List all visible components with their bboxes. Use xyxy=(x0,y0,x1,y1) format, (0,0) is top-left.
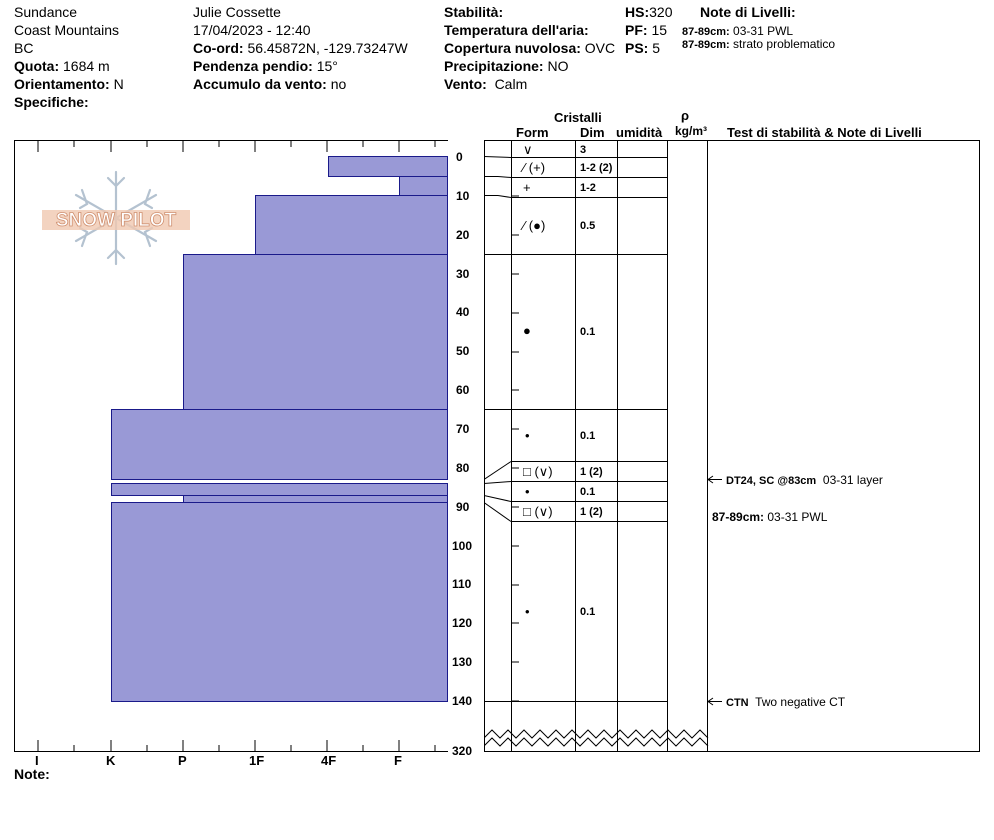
logo-text: SNOW PILOT xyxy=(55,210,177,231)
pf xyxy=(625,22,667,38)
stability-note-text: Two negative CT xyxy=(755,695,846,709)
stability-label: Stabilità: xyxy=(444,4,504,20)
crystal-dim: 1 (2) xyxy=(580,466,603,478)
slope-label: Pendenza pendio: xyxy=(193,58,313,74)
wind-load-label: Accumulo da vento: xyxy=(193,76,327,92)
crystal-form: ⁄ (+) xyxy=(523,160,546,175)
crystal-form: □ (∨) xyxy=(523,464,553,479)
aspect xyxy=(14,76,124,92)
datetime: 17/04/2023 - 12:40 xyxy=(193,22,311,38)
wind-value: Calm xyxy=(494,76,528,92)
crystal-dim: 1-2 xyxy=(580,182,596,194)
stability-note-code: DT24, SC @83cm xyxy=(726,475,817,487)
moisture-header: umidità xyxy=(616,125,663,140)
aspect-label: Orientamento: xyxy=(14,76,110,92)
layer-note-text: 03-31 PWL xyxy=(733,24,794,38)
crystal-form: □ (∨) xyxy=(523,504,553,519)
depth-label: 90 xyxy=(456,500,470,514)
coord-value: 56.45872N, -129.73247W xyxy=(247,40,408,56)
depth-label: 70 xyxy=(456,422,470,436)
depth-label: 0 xyxy=(456,150,463,164)
density-unit-header: kg/m³ xyxy=(675,124,708,138)
wind-loading xyxy=(193,76,346,92)
elevation xyxy=(14,58,110,74)
rho-header: ρ xyxy=(681,108,690,123)
hardness-label-4f: 4F xyxy=(321,753,337,768)
depth-label: 40 xyxy=(456,305,470,319)
wind xyxy=(444,76,527,92)
observer: Julie Cossette xyxy=(193,4,281,20)
depth-label: 30 xyxy=(456,267,470,281)
precipitation xyxy=(444,58,568,74)
depth-label: 110 xyxy=(452,577,472,591)
location: Sundance xyxy=(14,4,78,20)
layer-note-range: 87-89cm: xyxy=(682,26,730,38)
hardness-label-k: K xyxy=(106,753,116,768)
hardness-label-f: F xyxy=(394,753,402,768)
hardness-label-p: P xyxy=(178,753,187,768)
crystal-dim: 1-2 (2) xyxy=(580,162,613,174)
stability-note-text: 03-31 layer xyxy=(822,473,883,487)
crystal-form: + xyxy=(523,180,531,195)
slope-value: 15° xyxy=(316,58,338,74)
pf-value: 15 xyxy=(651,22,668,38)
crystals-header: Cristalli xyxy=(554,110,602,125)
crystal-form: • xyxy=(525,428,530,443)
hs-label: HS: xyxy=(625,4,650,20)
ps-value: 5 xyxy=(652,40,661,56)
crystal-dim: 0.1 xyxy=(580,326,596,338)
crystal-dim: 0.5 xyxy=(580,220,596,232)
hardness-label-i: I xyxy=(35,753,39,768)
crystal-dim: 3 xyxy=(580,144,587,156)
crystal-form: • xyxy=(525,484,530,499)
coordinates xyxy=(193,40,408,56)
stability-note-code: 87-89cm: xyxy=(712,510,765,524)
layer-notes-label: Note di Livelli: xyxy=(700,4,796,20)
stability-note xyxy=(726,695,845,710)
depth-label: 10 xyxy=(456,189,470,203)
hs xyxy=(625,4,672,20)
depth-label: 120 xyxy=(452,616,473,630)
depth-label: 60 xyxy=(456,383,470,397)
slope xyxy=(193,58,338,74)
crystal-form: ∨ xyxy=(523,142,533,157)
layer-note xyxy=(682,37,835,52)
depth-label: 140 xyxy=(452,694,473,708)
stability-note-code: CTN xyxy=(726,697,749,709)
cloud-cover xyxy=(444,40,615,56)
crystal-form: ⁄ (●) xyxy=(523,218,546,233)
crystal-dim: 0.1 xyxy=(580,486,596,498)
air-temp-label: Temperatura dell'aria: xyxy=(444,22,589,38)
elevation-label: Quota: xyxy=(14,58,60,74)
precip-label: Precipitazione: xyxy=(444,58,544,74)
pf-label: PF: xyxy=(625,22,648,38)
aspect-value: N xyxy=(113,76,124,92)
stability-note xyxy=(712,510,827,524)
depth-label: 20 xyxy=(456,228,470,242)
depth-label: 50 xyxy=(456,344,470,358)
crystal-form: • xyxy=(525,604,530,619)
depth-label: 320 xyxy=(452,744,473,758)
crystal-dim: 1 (2) xyxy=(580,506,603,518)
cloud-label: Copertura nuvolosa: xyxy=(444,40,581,56)
hs-value: 320 xyxy=(649,4,673,20)
layer-note-text: strato problematico xyxy=(733,37,836,51)
precip-value: NO xyxy=(547,58,569,74)
notes-label: Note: xyxy=(14,766,50,782)
stability-note-text: 03-31 PWL xyxy=(767,510,828,524)
crystal-table xyxy=(484,140,980,754)
coord-label: Co-ord: xyxy=(193,40,244,56)
depth-label: 80 xyxy=(456,461,470,475)
ps-label: PS: xyxy=(625,40,649,56)
form-header: Form xyxy=(516,125,549,140)
mountain-range: Coast Mountains xyxy=(14,22,120,38)
crystal-form: ● xyxy=(523,323,531,338)
stability-note xyxy=(726,473,883,488)
stability-notes-header: Test di stabilità & Note di Livelli xyxy=(727,125,922,140)
crystal-dim: 0.1 xyxy=(580,430,596,442)
specifics-label: Specifiche: xyxy=(14,94,89,110)
layer-note-range: 87-89cm: xyxy=(682,39,730,51)
hardness-label-1f: 1F xyxy=(249,753,265,768)
ps xyxy=(625,40,660,56)
wind-label: Vento: xyxy=(444,76,487,92)
province: BC xyxy=(14,40,34,56)
elevation-value: 1684 m xyxy=(63,58,110,74)
hardness-ticks xyxy=(14,140,448,760)
depth-label: 100 xyxy=(452,539,473,553)
wind-load-value: no xyxy=(330,76,347,92)
dim-header: Dim xyxy=(580,125,605,140)
cloud-value: OVC xyxy=(584,40,616,56)
crystal-dim: 0.1 xyxy=(580,606,596,618)
depth-label: 130 xyxy=(452,655,473,669)
